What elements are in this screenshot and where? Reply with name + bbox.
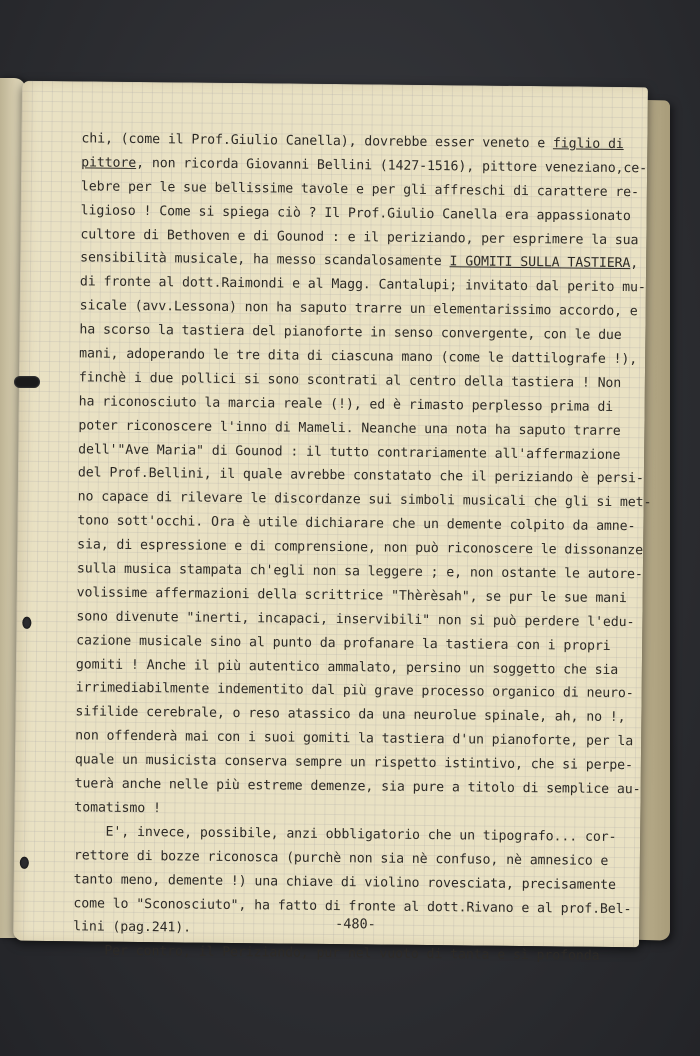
line-text: tono sott'occhi. Ora è utile dichiarare che un demente colpito da amne- [77, 513, 636, 535]
line-text: no capace di rilevare le discordanze sui simboli musicali che gli si met- [77, 489, 652, 511]
punch-hole [20, 857, 29, 869]
line-text: sensibilità musicale, ha messo scandalosamente [80, 250, 450, 270]
line-text: irrimediabilmente indementito dal più grave processo organico di neuro- [75, 680, 634, 702]
line-text: poter riconoscere l'inno di Mameli. Neanche una nota ha saputo trarre [78, 418, 621, 439]
page-body-text [72, 127, 652, 969]
line-text: di fronte al dott.Raimondi e al Magg. Cantalupi; invitato dal perito mu- [79, 274, 646, 296]
typewritten-page [13, 81, 652, 965]
line-text: volissime affermazioni della scrittrice "Thèrèsah", se pur le sue mani [76, 585, 627, 607]
underlined-text: figlio di [552, 136, 624, 153]
line-text: mani, adoperando le tre dita di ciascuna mano (come le dattilografe !), [79, 346, 638, 368]
line-text: tanto meno, demente !) una chiave di violino rovesciata, precisamente [73, 871, 617, 893]
line-text: lini (pag.241). [73, 919, 192, 936]
line-text: lebre per le sue bellissime tavole e per gli affreschi di carattere re- [80, 179, 639, 200]
line-text: sicale (avv.Lessona) non ha saputo trarre un elementarissimo accordo, e [79, 298, 638, 320]
line-text: , non ricorda Giovanni Bellini (1427-1516), pittore veneziano,ce- [136, 155, 648, 177]
underlined-text: I GOMITI SULLA TASTIERA [449, 254, 631, 272]
line-text: tomatismo ! [74, 800, 161, 817]
line-text: sia, di espressione e di comprensione, non può riconoscere le dissonanze [77, 537, 644, 559]
line-text: chi, (come il Prof.Giulio Canella), dovrebbe esser veneto e [81, 131, 554, 152]
line-text: sifilide cerebrale, o reso atassico da una neurolue spinale, ah, no !, [75, 704, 626, 726]
line-text: rettore di bozze riconosca (purchè non sia nè confuso, nè amnesico e [73, 848, 609, 869]
line-text: ligioso ! Come si spiega ciò ? Il Prof.Giulio Canella era appassionato [80, 203, 631, 224]
line-text: sono divenute "inerti, incapaci, inservibili" non si può perdere l'edu- [76, 609, 635, 630]
line-text: cultore di Bethoven e di Gounod : e il periziando, per esprimere la sua [80, 226, 639, 248]
page-number: -480- [335, 916, 376, 933]
line-text: come lo "Sconosciuto", ha fatto di fronte al dott.Rivano e al prof.Bel- [73, 895, 632, 917]
line-text: non offenderà mai con i suoi gomiti la tastiera d'un pianoforte, per la [75, 728, 634, 750]
binding-ring [14, 376, 40, 388]
line-text: del Prof.Bellini, il quale avrebbe constatato che il periziando è persi- [77, 465, 644, 487]
line-text: E', invece, possibile, anzi obbligatorio che un tipografo... cor- [74, 824, 617, 845]
line-text: quale un musicista conserva sempre un rispetto istintivo, che si perpe- [74, 752, 633, 774]
line-text: sulla musica stampata ch'egli non sa leggere ; e, non ostante le autore- [76, 561, 643, 583]
punch-hole [22, 617, 31, 629]
line-text: finchè i due pollici si sono scontrati al centro della tastiera ! Non [78, 370, 622, 391]
line-text: cazione musicale sino al punto da profanare la tastiera con i propri [76, 633, 611, 654]
line-text: gomiti ! Anche il più autentico ammalato, persino un soggetto che sia [75, 656, 619, 678]
line-text: Per contro, il Periziando, pur nel vuoto di tanta e sì profonda [72, 943, 600, 965]
line-text: ha riconosciuto la marcia reale (!), ed è rimasto perplesso prima di [78, 394, 614, 415]
line-text: , [630, 256, 639, 272]
underlined-text: pittore [81, 155, 137, 171]
line-text: ha scorso la tastiera del pianoforte in senso convergente, con le due [79, 322, 622, 344]
line-text: tuerà anche nelle più estreme demenze, sia pure a titolo di semplice au- [74, 776, 641, 798]
line-text: dell'"Ave Maria" di Gounod : il tutto contrariamente all'affermazione [78, 441, 621, 463]
